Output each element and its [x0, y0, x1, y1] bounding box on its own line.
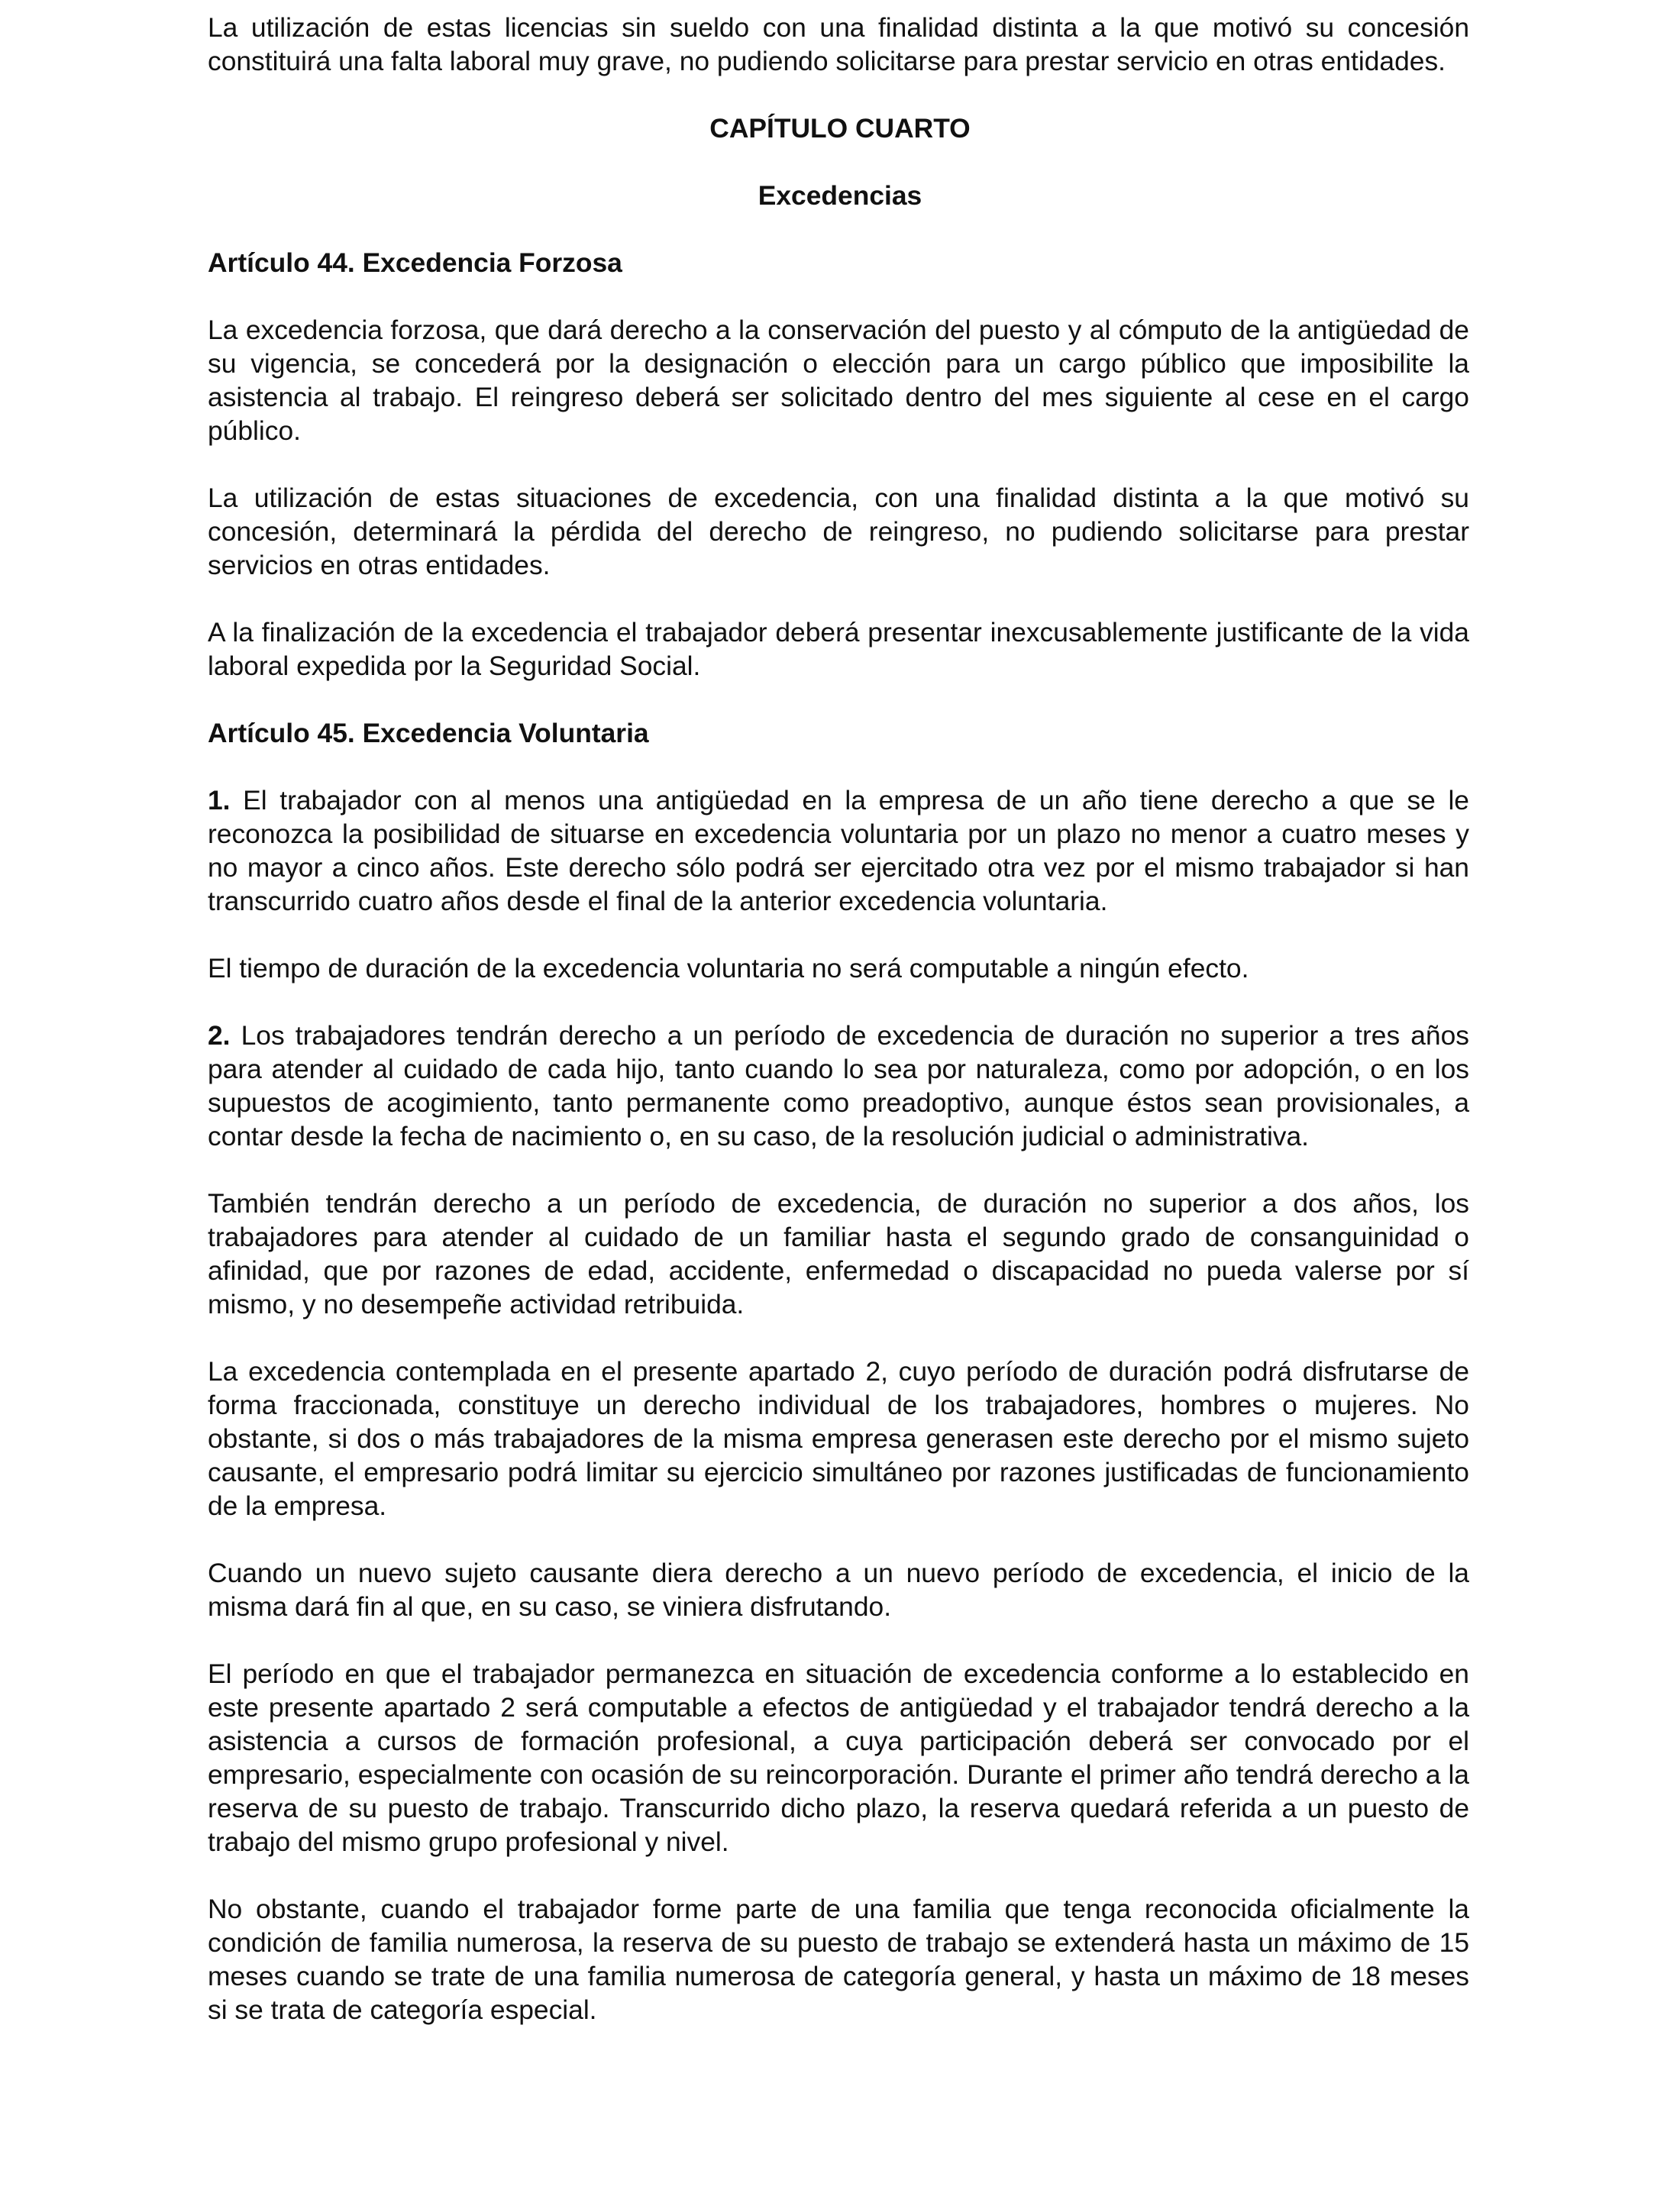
- article-45-section-2-paragraph: El período en que el trabajador permanezca en situación de excedencia conforme a lo establecido en este presente apartado 2 será computable a efectos de antigüedad y el trabajador tendrá derecho a la asistencia a cursos de formación profesional, a cuya participación deberá ser convocado por el empresario, especialmente con ocasión de su reincorporación. Durante el primer año tendrá derecho a la reserva de su puesto de trabajo. Transcurrido dicho plazo, la reserva quedará referida a un puesto de trabajo del mismo grupo profesional y nivel.: [208, 1658, 1469, 1857]
- article-45-section-2-paragraph: También tendrán derecho a un período de excedencia, de duración no superior a dos años, los trabajadores para atender al cuidado de un familiar hasta el segundo grado de consanguinidad o afinidad, que por razones de edad, accidente, enfermedad o discapacidad no pueda valerse por sí mismo, y no desempeñe actividad retribuida.: [208, 1188, 1469, 1319]
- article-45-section-1: [208, 783, 1469, 918]
- section-1-number: 1.: [208, 785, 231, 816]
- article-44-paragraph: A la finalización de la excedencia el trabajador deberá presentar inexcusablemente justificante de la vida laboral expedida por la Seguridad Social.: [208, 617, 1469, 681]
- article-44-heading: Artículo 44. Excedencia Forzosa: [208, 247, 622, 278]
- article-44-paragraph: La excedencia forzosa, que dará derecho a la conservación del puesto y al cómputo de la antigüedad de su vigencia, se concederá por la designación o elección para un cargo público que imposibilite la asistencia al trabajo. El reingreso deberá ser solicitado dentro del mes siguiente al cese en el cargo público.: [208, 315, 1469, 446]
- article-45-heading: Artículo 45. Excedencia Voluntaria: [208, 718, 649, 748]
- article-45-section-2-paragraph: La excedencia contemplada en el presente apartado 2, cuyo período de duración podrá disfrutarse de forma fraccionada, constituye un derecho individual de los trabajadores, hombres o mujeres. No obstante, si dos o más trabajadores de la misma empresa generasen este derecho por el mismo sujeto causante, el empresario podrá limitar su ejercicio simultáneo por razones justificadas de funcionamiento de la empresa.: [208, 1356, 1469, 1521]
- section-2-text: Los trabajadores tendrán derecho a un período de excedencia de duración no superior a tres años para atender al cuidado de cada hijo, tanto cuando lo sea por naturaleza, como por adopción, o en los supuestos de acogimiento, tanto permanente como preadoptivo, aunque éstos sean provisionales, a contar desde la fecha de nacimiento o, en su caso, de la resolución judicial o administrativa.: [208, 1020, 1469, 1151]
- article-45-section-1-followup: El tiempo de duración de la excedencia voluntaria no será computable a ningún efecto.: [208, 953, 1249, 983]
- chapter-subtitle: Excedencias: [758, 180, 922, 211]
- article-44-paragraph: La utilización de estas situaciones de excedencia, con una finalidad distinta a la que motivó su concesión, determinará la pérdida del derecho de reingreso, no pudiendo solicitarse para prestar servicios en otras entidades.: [208, 483, 1469, 580]
- article-45-section-2-paragraph: Cuando un nuevo sujeto causante diera derecho a un nuevo período de excedencia, el inicio de la misma dará fin al que, en su caso, se viniera disfrutando.: [208, 1558, 1469, 1622]
- chapter-title: CAPÍTULO CUARTO: [709, 113, 971, 144]
- intro-paragraph: La utilización de estas licencias sin sueldo con una finalidad distinta a la que motivó su concesión constituirá una falta laboral muy grave, no pudiendo solicitarse para prestar servicio en otras entidades.: [208, 12, 1469, 76]
- section-1-text: El trabajador con al menos una antigüedad en la empresa de un año tiene derecho a que se le reconozca la posibilidad de situarse en excedencia voluntaria por un plazo no menor a cuatro meses y no mayor a cinco años. Este derecho sólo podrá ser ejercitado otra vez por el mismo trabajador si han transcurrido cuatro años desde el final de la anterior excedencia voluntaria.: [208, 785, 1469, 916]
- article-45-section-2: [208, 1019, 1469, 1153]
- section-2-number: 2.: [208, 1020, 231, 1051]
- document-page: [208, 11, 1469, 2060]
- article-45-section-2-paragraph: No obstante, cuando el trabajador forme parte de una familia que tenga reconocida oficialmente la condición de familia numerosa, la reserva de su puesto de trabajo se extenderá hasta un máximo de 15 meses cuando se trate de una familia numerosa de categoría general, y hasta un máximo de 18 meses si se trata de categoría especial.: [208, 1894, 1469, 2025]
